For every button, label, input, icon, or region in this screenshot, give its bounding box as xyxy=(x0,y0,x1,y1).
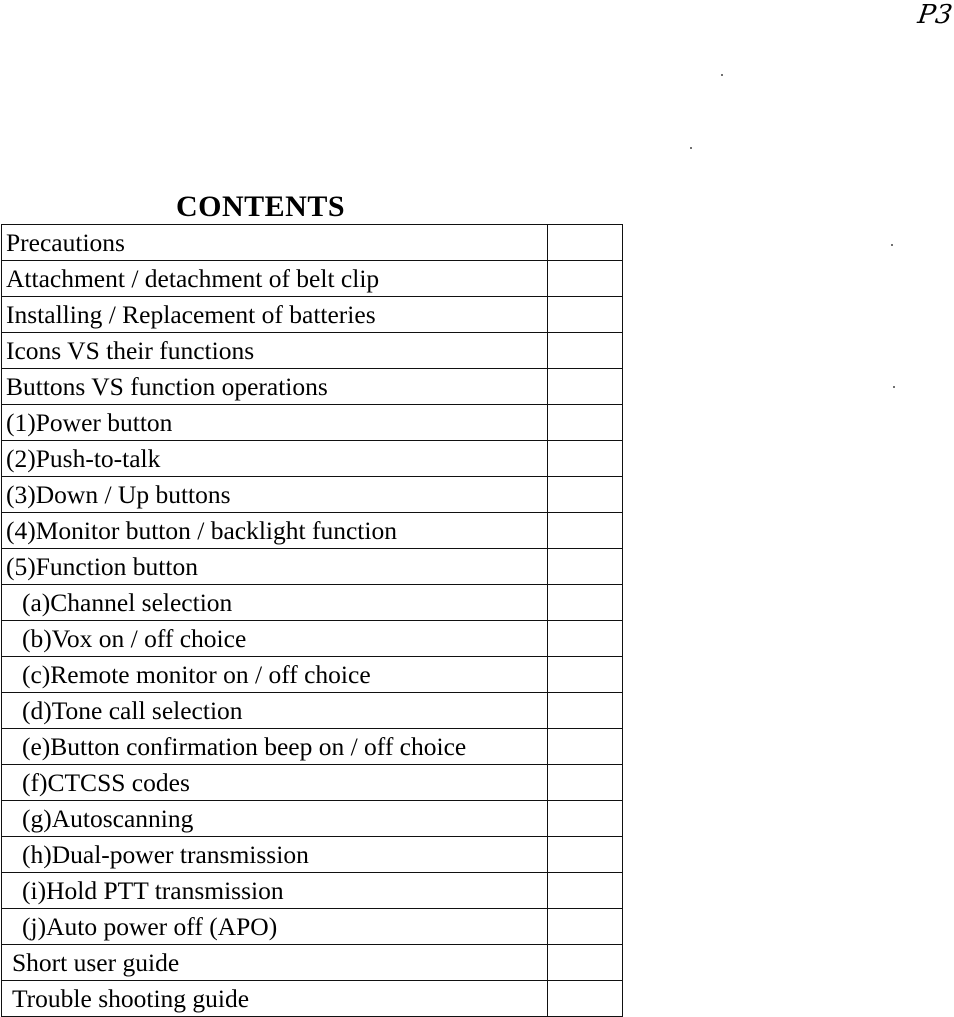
contents-entry-label: (e)Button confirmation beep on / off choice xyxy=(2,729,548,765)
contents-entry-label: (5)Function button xyxy=(2,549,548,585)
contents-row xyxy=(2,405,623,441)
contents-row xyxy=(2,945,623,981)
contents-entry-label: Precautions xyxy=(2,225,548,261)
contents-entry-label: Attachment / detachment of belt clip xyxy=(2,261,548,297)
contents-entry-page xyxy=(548,945,623,981)
contents-row xyxy=(2,549,623,585)
contents-entry-page xyxy=(548,369,623,405)
contents-entry-label: Installing / Replacement of batteries xyxy=(2,297,548,333)
contents-row xyxy=(2,261,623,297)
contents-row xyxy=(2,477,623,513)
scan-speck xyxy=(891,244,893,246)
contents-entry-page xyxy=(548,225,623,261)
contents-entry-label: (g)Autoscanning xyxy=(2,801,548,837)
contents-row xyxy=(2,765,623,801)
contents-row xyxy=(2,801,623,837)
contents-table-body xyxy=(2,225,623,1017)
scan-speck xyxy=(721,74,723,76)
contents-entry-label: Buttons VS function operations xyxy=(2,369,548,405)
contents-entry-page xyxy=(548,333,623,369)
contents-row xyxy=(2,693,623,729)
contents-entry-label: (i)Hold PTT transmission xyxy=(2,873,548,909)
contents-entry-label: Icons VS their functions xyxy=(2,333,548,369)
contents-entry-page xyxy=(548,909,623,945)
contents-entry-page xyxy=(548,405,623,441)
contents-entry-page xyxy=(548,657,623,693)
contents-entry-label: (3)Down / Up buttons xyxy=(2,477,548,513)
contents-entry-label: Trouble shooting guide xyxy=(2,981,548,1017)
contents-entry-label: (f)CTCSS codes xyxy=(2,765,548,801)
contents-row xyxy=(2,729,623,765)
contents-entry-page xyxy=(548,873,623,909)
page-title: CONTENTS xyxy=(176,190,346,224)
contents-row xyxy=(2,909,623,945)
contents-entry-page xyxy=(548,765,623,801)
contents-entry-label: (1)Power button xyxy=(2,405,548,441)
contents-row xyxy=(2,873,623,909)
contents-entry-page xyxy=(548,693,623,729)
contents-row xyxy=(2,657,623,693)
contents-row xyxy=(2,837,623,873)
contents-entry-page xyxy=(548,621,623,657)
contents-entry-page xyxy=(548,981,623,1017)
contents-entry-page xyxy=(548,261,623,297)
contents-entry-page xyxy=(548,441,623,477)
contents-entry-label: (a)Channel selection xyxy=(2,585,548,621)
contents-row xyxy=(2,297,623,333)
contents-row xyxy=(2,441,623,477)
contents-entry-label: (d)Tone call selection xyxy=(2,693,548,729)
contents-entry-page xyxy=(548,549,623,585)
contents-row xyxy=(2,225,623,261)
contents-entry-page xyxy=(548,837,623,873)
contents-entry-label: Short user guide xyxy=(2,945,548,981)
contents-table xyxy=(1,224,623,1017)
contents-row xyxy=(2,333,623,369)
contents-entry-label: (4)Monitor button / backlight function xyxy=(2,513,548,549)
page-number-mark: P3 xyxy=(915,0,954,30)
contents-row xyxy=(2,621,623,657)
contents-row xyxy=(2,585,623,621)
scan-speck xyxy=(893,386,895,388)
contents-row xyxy=(2,981,623,1017)
contents-entry-label: (c)Remote monitor on / off choice xyxy=(2,657,548,693)
contents-entry-page xyxy=(548,729,623,765)
contents-entry-label: (b)Vox on / off choice xyxy=(2,621,548,657)
contents-entry-page xyxy=(548,477,623,513)
contents-entry-label: (j)Auto power off (APO) xyxy=(2,909,548,945)
contents-entry-page xyxy=(548,801,623,837)
contents-entry-label: (h)Dual-power transmission xyxy=(2,837,548,873)
contents-row xyxy=(2,513,623,549)
contents-entry-page xyxy=(548,585,623,621)
contents-entry-label: (2)Push-to-talk xyxy=(2,441,548,477)
contents-entry-page xyxy=(548,513,623,549)
contents-row xyxy=(2,369,623,405)
scan-speck xyxy=(690,147,692,149)
contents-entry-page xyxy=(548,297,623,333)
